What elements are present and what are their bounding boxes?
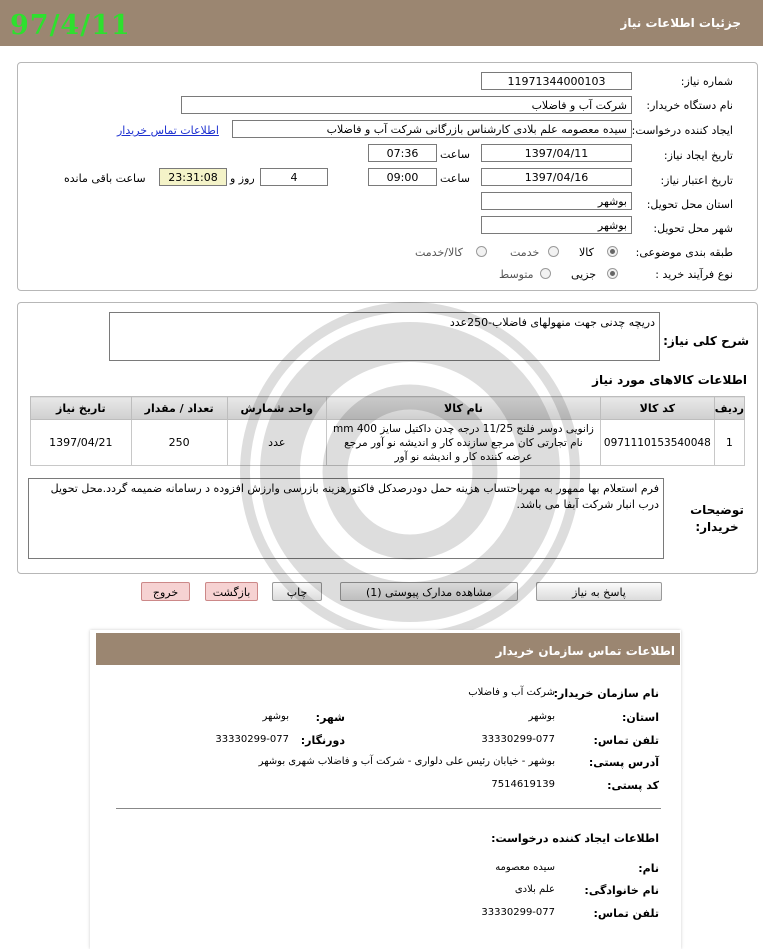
category-option-service: خدمت [510, 246, 540, 259]
category-option-goods: کالا [579, 246, 594, 259]
category-radio-goods[interactable] [607, 246, 618, 257]
creator-family-label: نام خانوادگی: [584, 884, 659, 897]
exit-button[interactable]: خروج [141, 582, 190, 601]
city-field[interactable]: بوشهر [481, 216, 632, 234]
validity-date-field[interactable]: 1397/04/16 [481, 168, 632, 186]
category-radio-service[interactable] [548, 246, 559, 257]
creator-family-value: علم بلادی [514, 884, 555, 895]
creator-phone-value: 33330299-077 [481, 907, 555, 918]
validity-time-label: ساعت [440, 172, 470, 185]
need-number-field[interactable]: 11971344000103 [481, 72, 632, 90]
contact-card [90, 630, 681, 949]
creator-section-title: اطلاعات ایجاد کننده درخواست: [491, 832, 659, 845]
table-row [31, 420, 745, 466]
col-name: نام کالا [327, 397, 601, 420]
creator-name-value: سیده معصومه [495, 862, 555, 873]
notes-field[interactable]: فرم استعلام بها ممهور به مهرباحتساب هزینه حمل دودرصدکل فاکتورهزینه بازرسی وارزش افزوده د رسامانه ضمیمه گردد.محل تحویل درب انبار شرکت آبفا می باشد. [28, 478, 664, 559]
purchase-radio-medium[interactable] [540, 268, 551, 279]
reply-button[interactable]: پاسخ به نیاز [536, 582, 662, 601]
province-label: استان محل تحویل: [646, 198, 733, 211]
contact-city-label: شهر: [315, 711, 345, 724]
contact-postal-label: کد پستی: [607, 779, 659, 792]
back-button[interactable]: بازگشت [205, 582, 258, 601]
items-table [30, 396, 745, 466]
requester-field[interactable]: سیده معصومه علم بلادی کارشناس بازرگانی شرکت آب و فاضلاب [232, 120, 632, 138]
print-button[interactable]: چاپ [272, 582, 322, 601]
buyer-contact-link[interactable]: اطلاعات تماس خریدار [117, 124, 219, 137]
category-label: طبقه بندی موضوعی: [635, 246, 733, 259]
purchase-option-minor: جزیی [571, 268, 597, 281]
contact-postal-value: 7514619139 [491, 779, 555, 790]
cell-row: 1 [714, 420, 744, 466]
purchase-type-label: نوع فرآیند خرید : [655, 268, 733, 281]
contact-title: اطلاعات تماس سازمان خریدار [495, 644, 675, 658]
cell-code: 0971110153540048 [600, 420, 714, 466]
contact-phone-value: 33330299-077 [481, 734, 555, 745]
remaining-time-field: 23:31:08 [159, 168, 227, 186]
validity-time-field[interactable]: 09:00 [368, 168, 437, 186]
contact-divider [116, 808, 661, 809]
contact-province-label: استان: [622, 711, 659, 724]
buyer-org-field[interactable]: شرکت آب و فاضلاب [181, 96, 632, 114]
category-option-goods-service: کالا/خدمت [415, 246, 463, 259]
buyer-org-label: نام دستگاه خریدار: [646, 99, 733, 112]
contact-fax-value: 33330299-077 [215, 734, 289, 745]
cell-qty: 250 [131, 420, 227, 466]
validity-date-label: تاریخ اعتبار نیاز: [660, 174, 733, 187]
summary-label: شرح کلی نیاز: [663, 334, 749, 348]
cell-date: 1397/04/21 [31, 420, 132, 466]
contact-fax-label: دورنگار: [300, 734, 345, 747]
date-stamp: 97/4/11 [10, 10, 131, 41]
remaining-days-label: روز و [230, 172, 255, 185]
purchase-radio-minor[interactable] [607, 268, 618, 279]
creator-name-label: نام: [638, 862, 659, 875]
col-qty: تعداد / مقدار [131, 397, 227, 420]
col-code: کد کالا [600, 397, 714, 420]
remaining-time-label: ساعت باقی مانده [64, 172, 146, 185]
city-label: شهر محل تحویل: [653, 222, 733, 235]
contact-phone-label: تلفن تماس: [593, 734, 659, 747]
creator-phone-label: تلفن تماس: [593, 907, 659, 920]
contact-org-value: شرکت آب و فاضلاب [468, 687, 555, 698]
col-unit: واحد شمارش [227, 397, 326, 420]
created-date-field[interactable]: 1397/04/11 [481, 144, 632, 162]
created-time-label: ساعت [440, 148, 470, 161]
requester-label: ایجاد کننده درخواست: [631, 124, 733, 137]
attachments-button[interactable]: مشاهده مدارک پیوستی (1) [340, 582, 518, 601]
notes-label: توضیحات خریدار: [690, 503, 744, 534]
contact-city-value: بوشهر [262, 711, 289, 722]
contact-address-value: بوشهر - خیابان رئیس علی دلواری - شرکت آب و فاضلاب شهری بوشهر [258, 756, 555, 767]
purchase-option-medium: متوسط [499, 268, 534, 281]
need-number-label: شماره نیاز: [680, 75, 733, 88]
cell-unit: عدد [227, 420, 326, 466]
cell-name: زانویی دوسر فلنج 11/25 درجه چدن داکتیل سایز 400 mm نام تجارتی کان مرجع سازنده کار و اندیشه نو آور مرجع عرضه کننده کار و اندیشه نو آور [327, 420, 601, 466]
province-field[interactable]: بوشهر [481, 192, 632, 210]
category-radio-goods-service[interactable] [476, 246, 487, 257]
items-section-title: اطلاعات کالاهای مورد نیاز [592, 373, 747, 387]
created-time-field[interactable]: 07:36 [368, 144, 437, 162]
contact-org-label: نام سازمان خریدار: [553, 687, 659, 700]
created-date-label: تاریخ ایجاد نیاز: [663, 149, 733, 162]
contact-address-label: آدرس پستی: [588, 756, 659, 769]
page-title: جزئیات اطلاعات نیاز [620, 16, 741, 30]
contact-province-value: بوشهر [528, 711, 555, 722]
col-row: ردیف [714, 397, 744, 420]
summary-field[interactable]: دریچه چدنی جهت منهولهای فاضلاب-250عدد [109, 312, 660, 361]
remaining-days-field[interactable]: 4 [260, 168, 328, 186]
col-date: تاریخ نیاز [31, 397, 132, 420]
